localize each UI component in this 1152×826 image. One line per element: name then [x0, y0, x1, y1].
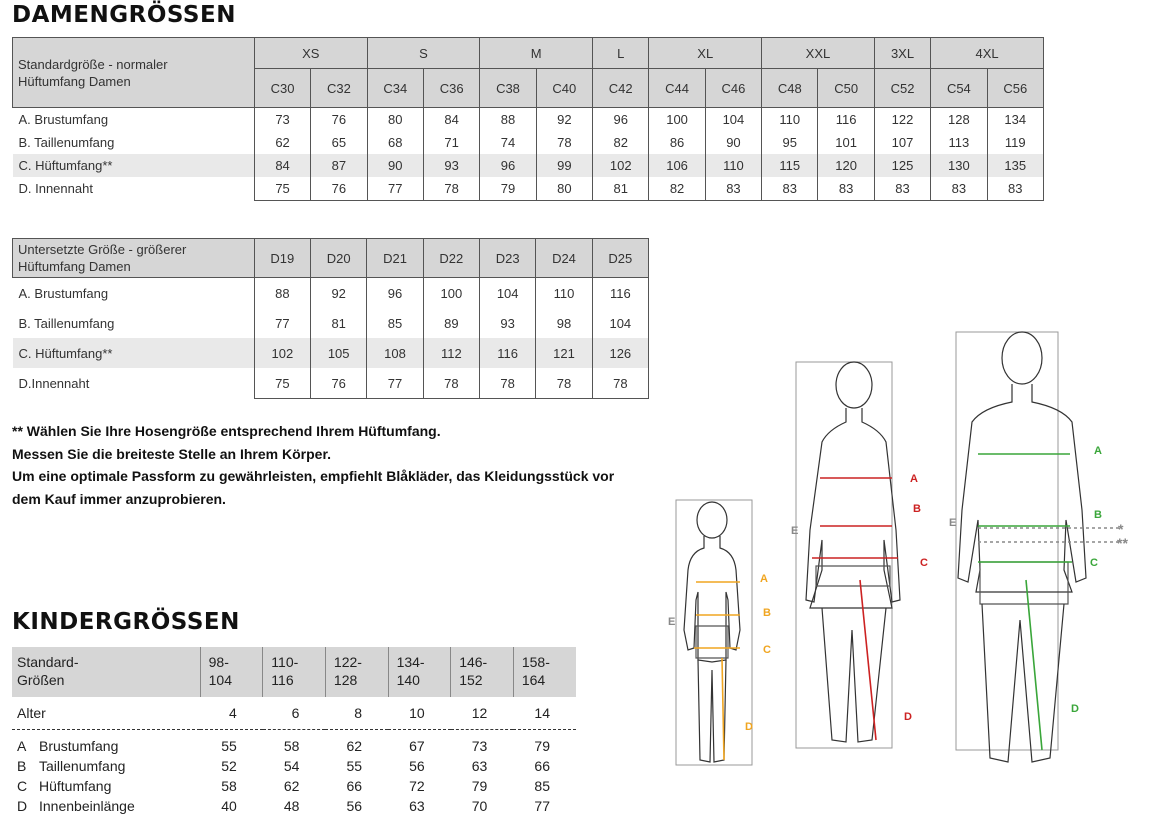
measure-letter: D — [17, 798, 28, 814]
measure-name: Taillenumfang — [39, 758, 126, 774]
size-code-cell: D23 — [480, 239, 536, 278]
kids-size-line: 158- — [521, 654, 550, 670]
measure-value: 83 — [818, 177, 874, 201]
measure-value: 54 — [283, 758, 300, 774]
man-label-b: B — [1094, 509, 1102, 521]
kids-size-text — [263, 653, 325, 689]
measure-value: 83 — [931, 177, 987, 201]
size-code-cell: C42 — [593, 69, 649, 108]
child-label-b: B — [763, 607, 771, 619]
measure-value: 52 — [221, 758, 237, 774]
measure-value: 79 — [534, 738, 550, 754]
table-row — [13, 131, 1044, 154]
measure-value: 71 — [423, 131, 479, 154]
man-label-star: * — [1118, 521, 1124, 537]
measure-value: 90 — [705, 131, 761, 154]
measure-value: 110 — [762, 108, 818, 132]
measure-value: 72 — [409, 778, 425, 794]
woman-line-d — [860, 580, 876, 740]
measure-value: 66 — [534, 758, 550, 774]
child-height-frame — [676, 500, 752, 765]
table-row — [13, 177, 1044, 201]
measure-value: 86 — [649, 131, 705, 154]
measure-value: 84 — [423, 108, 479, 132]
kids-size-cell — [325, 647, 388, 697]
size-code-cell: D19 — [254, 239, 310, 278]
size-group-cell: L — [593, 38, 649, 69]
kids-size-line: 104 — [208, 672, 232, 688]
measure-value: 80 — [536, 177, 592, 201]
measure-value: 121 — [536, 338, 592, 368]
measure-value: 55 — [346, 758, 363, 774]
measure-value: 83 — [874, 177, 930, 201]
measure-value: 105 — [311, 338, 367, 368]
child-label-a: A — [760, 573, 768, 585]
measure-value: 58 — [283, 738, 300, 754]
measure-value: 106 — [649, 154, 705, 177]
fit-note — [12, 420, 652, 510]
table-row — [13, 368, 649, 399]
child-label-d: D — [745, 721, 753, 733]
measure-name: Hüftumfang — [39, 778, 112, 794]
table-row — [13, 154, 1044, 177]
size-group-cell: 3XL — [874, 38, 930, 69]
measure-value: 107 — [874, 131, 930, 154]
measure-label: A. Brustumfang — [18, 112, 109, 127]
measure-value: 101 — [818, 131, 874, 154]
measure-value: 77 — [367, 368, 423, 399]
measure-value: 55 — [221, 738, 237, 754]
measure-label: D. Innennaht — [18, 181, 93, 197]
man-measure-lines — [978, 454, 1122, 750]
child-figure — [676, 500, 752, 765]
table-row — [13, 308, 649, 338]
measure-value: 73 — [471, 738, 488, 754]
size-code-cell: C54 — [931, 69, 987, 108]
table-header-label — [12, 647, 200, 697]
measure-value: 116 — [818, 108, 874, 132]
note-line: ** Wählen Sie Ihre Hosengröße entsprechend Ihrem Hüftumfang. — [12, 423, 441, 439]
table-row — [12, 756, 576, 776]
man-body — [958, 384, 1086, 592]
age-value: 12 — [451, 697, 514, 730]
measure-label: B. Taillenumfang — [18, 135, 115, 150]
man-shorts — [980, 562, 1068, 604]
table-row — [13, 108, 1044, 132]
kids-size-cell — [263, 647, 326, 697]
age-row — [12, 697, 576, 730]
measure-value: 82 — [649, 177, 705, 201]
man-legs — [982, 604, 1064, 762]
measure-value: 78 — [592, 368, 648, 399]
size-code-cell: C38 — [480, 69, 536, 108]
measure-value: 76 — [311, 368, 367, 399]
man-figure — [956, 332, 1086, 762]
measure-value: 93 — [480, 308, 536, 338]
measure-letter: A — [17, 738, 27, 754]
child-label-c: C — [763, 644, 771, 656]
measure-value: 68 — [367, 131, 423, 154]
measure-value: 81 — [593, 177, 649, 201]
child-line-d — [722, 658, 724, 760]
kids-size-cell — [513, 647, 576, 697]
man-height-frame — [956, 332, 1058, 750]
measure-value: 87 — [311, 154, 367, 177]
age-value: 8 — [325, 697, 388, 730]
header-label-line: Untersetzte Größe - größerer — [18, 242, 187, 257]
measure-value: 96 — [480, 154, 536, 177]
kids-size-cell — [200, 647, 263, 697]
woman-briefs — [816, 566, 890, 586]
measure-value: 81 — [311, 308, 367, 338]
age-value: 10 — [388, 697, 451, 730]
size-group-cell: XS — [254, 38, 367, 69]
size-code-cell: C36 — [423, 69, 479, 108]
size-code-cell: C50 — [818, 69, 874, 108]
measure-value: 78 — [423, 177, 479, 201]
measure-value: 116 — [480, 338, 536, 368]
woman-figure — [796, 362, 900, 748]
size-code-cell: C30 — [254, 69, 310, 108]
woman-label-e: E — [791, 525, 799, 537]
measure-value: 92 — [536, 108, 592, 132]
measure-value: 104 — [592, 308, 648, 338]
measure-value: 134 — [987, 108, 1043, 132]
measure-value: 40 — [221, 798, 237, 814]
kids-size-line: 152 — [459, 672, 483, 688]
measure-value: 83 — [705, 177, 761, 201]
measure-value: 79 — [471, 778, 488, 794]
size-code-cell: D24 — [536, 239, 592, 278]
header-label-line: Hüftumfang Damen — [18, 73, 131, 89]
age-value: 6 — [263, 697, 326, 730]
woman-label-b: B — [913, 503, 921, 515]
measure-value: 120 — [818, 154, 874, 177]
woman-head — [836, 362, 872, 408]
kids-size-line: 122- — [333, 654, 362, 670]
measure-label: A. Brustumfang — [18, 285, 109, 301]
measure-label — [12, 756, 200, 776]
measure-value: 83 — [987, 177, 1043, 201]
measure-value: 122 — [874, 108, 930, 132]
measure-value: 82 — [593, 131, 649, 154]
measure-value: 115 — [762, 154, 818, 177]
size-code-cell: C48 — [762, 69, 818, 108]
measure-name: Brustumfang — [39, 738, 119, 754]
kids-size-text — [389, 653, 451, 689]
measure-value: 70 — [471, 798, 488, 814]
table-row — [12, 776, 576, 796]
measure-value: 99 — [536, 154, 592, 177]
size-group-row — [13, 38, 1044, 69]
measure-value: 93 — [423, 154, 479, 177]
kids-size-line: 140 — [396, 672, 420, 688]
header-label-line: Größen — [17, 672, 65, 688]
size-code-cell: C46 — [705, 69, 761, 108]
measure-value: 79 — [480, 177, 536, 201]
kids-size-text — [451, 653, 513, 689]
size-group-cell: M — [480, 38, 593, 69]
measure-label: C. Hüftumfang** — [13, 154, 255, 177]
woman-label-c: C — [920, 557, 928, 569]
woman-label-a: A — [910, 473, 918, 485]
size-group-cell: XL — [649, 38, 762, 69]
man-label-e: E — [949, 517, 957, 529]
measure-value: 130 — [931, 154, 987, 177]
size-code-cell: C32 — [311, 69, 367, 108]
man-label-a: A — [1094, 445, 1102, 457]
measure-value: 78 — [536, 131, 592, 154]
size-code-cell: D22 — [423, 239, 479, 278]
child-measure-lines — [694, 582, 740, 760]
kids-size-text — [514, 653, 576, 689]
size-group-cell: 4XL — [931, 38, 1044, 69]
size-code-cell: D25 — [592, 239, 648, 278]
measure-value: 78 — [536, 368, 592, 399]
measure-value: 128 — [931, 108, 987, 132]
kids-size-cell — [388, 647, 451, 697]
child-body — [684, 536, 740, 662]
measure-value: 66 — [346, 778, 363, 794]
size-code-cell: C34 — [367, 69, 423, 108]
measure-value: 126 — [592, 338, 648, 368]
table-row — [13, 338, 649, 368]
size-code-cell: C40 — [536, 69, 592, 108]
kids-size-cell — [451, 647, 514, 697]
kids-size-line: 134- — [396, 654, 425, 670]
measure-value: 56 — [409, 758, 425, 774]
note-line: dem Kauf immer anzuprobieren. — [12, 490, 226, 507]
table-row — [12, 730, 576, 757]
measure-value: 95 — [762, 131, 818, 154]
measure-label — [12, 776, 200, 796]
table-row — [12, 796, 576, 816]
measure-value: 85 — [534, 778, 550, 794]
measure-value: 65 — [311, 131, 367, 154]
measure-value: 102 — [593, 154, 649, 177]
child-head — [697, 502, 727, 538]
measure-letter: B — [17, 758, 27, 774]
measure-value: 78 — [423, 368, 479, 399]
women-standard-size-table — [12, 37, 1044, 201]
kids-size-line: 98- — [208, 654, 229, 670]
measure-label — [12, 796, 200, 816]
measure-value: 77 — [367, 177, 423, 201]
measure-value: 92 — [311, 278, 367, 309]
header-label-line: Standardgröße - normaler — [18, 56, 168, 72]
kids-size-table — [12, 647, 576, 816]
measure-letter: C — [17, 778, 28, 794]
kids-sizes-title: KINDERGRÖSSEN — [12, 609, 240, 635]
size-code-row — [13, 239, 649, 278]
size-code-cell: D21 — [367, 239, 423, 278]
measure-label: C. Hüftumfang** — [13, 338, 255, 368]
measure-value: 62 — [346, 738, 363, 754]
kids-size-text — [201, 653, 263, 689]
measure-value: 110 — [536, 278, 592, 309]
age-label: Alter — [12, 697, 200, 730]
note-line: Messen Sie die breiteste Stelle an Ihrem Körper. — [12, 445, 332, 462]
kids-size-line: 116 — [271, 672, 294, 688]
measure-value: 100 — [423, 278, 479, 309]
measure-value: 76 — [311, 177, 367, 201]
measure-value: 76 — [311, 108, 367, 132]
measure-value: 104 — [480, 278, 536, 309]
measure-value: 104 — [705, 108, 761, 132]
measure-value: 56 — [346, 798, 363, 814]
child-label-e: E — [668, 616, 676, 628]
size-code-cell: C52 — [874, 69, 930, 108]
measure-value: 116 — [592, 278, 648, 309]
measure-value: 74 — [480, 131, 536, 154]
child-shorts — [696, 626, 728, 658]
kids-size-line: 128 — [333, 672, 358, 688]
measure-value: 96 — [367, 278, 423, 309]
body-measurement-figures — [660, 330, 1150, 780]
woman-measure-lines — [812, 478, 898, 740]
age-value: 4 — [200, 697, 263, 730]
man-label-double-star: ** — [1117, 535, 1128, 551]
measure-value: 78 — [480, 368, 536, 399]
measure-value: 108 — [367, 338, 423, 368]
size-code-cell: C44 — [649, 69, 705, 108]
measure-value: 113 — [931, 131, 987, 154]
women-sizes-title: DAMENGRÖSSEN — [12, 2, 236, 28]
note-line: Um eine optimale Passform zu gewährleisten, empfiehlt Blåkläder, das Kleidungsstück vor — [12, 468, 615, 484]
measure-value: 75 — [254, 177, 310, 201]
measure-value: 83 — [762, 177, 818, 201]
measure-label — [12, 730, 200, 757]
kids-size-text — [326, 653, 388, 689]
measure-value: 62 — [254, 131, 310, 154]
man-label-d: D — [1071, 703, 1079, 715]
table-header-label — [13, 38, 255, 108]
measure-value: 88 — [480, 108, 536, 132]
measure-value: 125 — [874, 154, 930, 177]
measure-value: 96 — [593, 108, 649, 132]
measure-value: 84 — [254, 154, 310, 177]
header-label-line: Hüftumfang Damen — [18, 259, 131, 274]
kids-size-line: 110- — [271, 654, 299, 670]
header-label-line: Standard- — [17, 654, 79, 670]
measure-value: 85 — [367, 308, 423, 338]
measure-value: 48 — [283, 798, 300, 814]
kids-size-row — [12, 647, 576, 697]
man-head — [1002, 332, 1042, 384]
measure-value: 58 — [221, 778, 237, 794]
size-group-cell: XXL — [762, 38, 875, 69]
measure-value: 63 — [471, 758, 488, 774]
age-value: 14 — [513, 697, 576, 730]
size-code-cell: D20 — [311, 239, 367, 278]
man-label-c: C — [1090, 557, 1098, 569]
measure-label: B. Taillenumfang — [18, 315, 115, 331]
measure-value: 77 — [254, 308, 310, 338]
measure-value: 80 — [367, 108, 423, 132]
table-row — [13, 278, 649, 309]
measure-value: 112 — [423, 338, 479, 368]
table-header-label — [13, 239, 255, 278]
measure-value: 102 — [254, 338, 310, 368]
kids-size-line: 164 — [521, 672, 546, 688]
measure-value: 110 — [705, 154, 761, 177]
woman-label-d: D — [904, 711, 912, 723]
measure-value: 62 — [283, 778, 300, 794]
kids-size-line: 146- — [459, 654, 488, 670]
measure-value: 67 — [409, 738, 425, 754]
measure-value: 77 — [534, 798, 550, 814]
measure-value: 90 — [367, 154, 423, 177]
measure-value: 89 — [423, 308, 479, 338]
measure-label: D.Innennaht — [18, 375, 90, 391]
women-short-size-table — [12, 238, 649, 399]
size-code-cell: C56 — [987, 69, 1043, 108]
woman-body — [806, 408, 900, 608]
measure-value: 75 — [254, 368, 310, 399]
size-group-cell: S — [367, 38, 480, 69]
measure-value: 135 — [987, 154, 1043, 177]
measure-value: 63 — [409, 798, 425, 814]
measure-value: 88 — [254, 278, 310, 309]
measure-name: Innenbeinlänge — [39, 798, 135, 814]
measure-value: 100 — [649, 108, 705, 132]
measure-value: 98 — [536, 308, 592, 338]
woman-legs — [822, 608, 886, 742]
measure-value: 73 — [254, 108, 310, 132]
measure-value: 119 — [987, 131, 1043, 154]
